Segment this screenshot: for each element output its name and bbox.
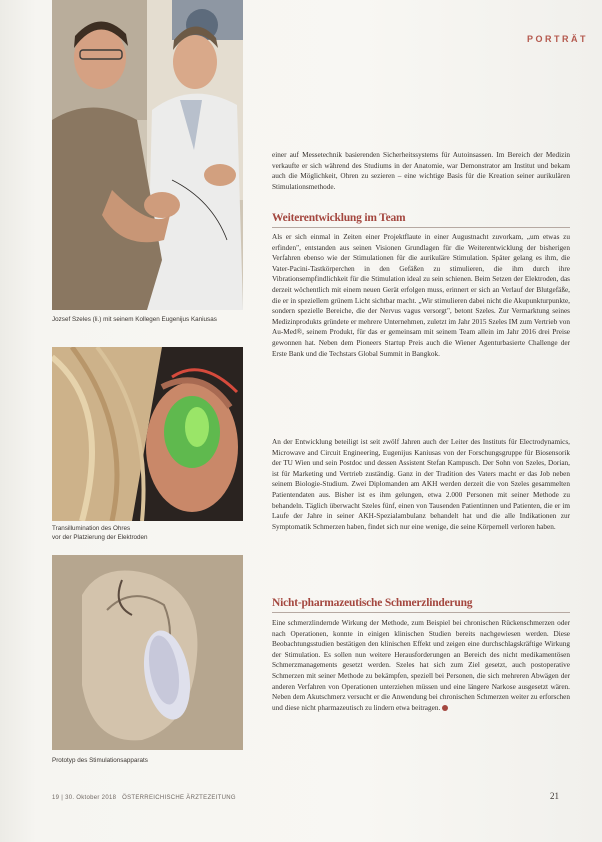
photo-caption: Prototyp des Stimulationsapparats [52, 757, 148, 764]
heading-schmerzlinderung: Nicht-pharmazeutische Schmerzlinderung [272, 597, 473, 609]
end-of-article-icon [442, 705, 448, 711]
footer-issue: 19 | 30. Oktober 2018 ÖSTERREICHISCHE ÄRZTEZEITUNG [52, 795, 236, 801]
heading-rule [272, 227, 570, 228]
section-heading-team [272, 211, 570, 228]
photo-ear-transillumination [52, 347, 243, 521]
article-paragraph: An der Entwicklung beteiligt ist seit zwölf Jahren auch der Leiter des Instituts für Electrodynamics, Microwave and Circuit Engineering, Eugenijus Kaniusas von der Forschungsgruppe für Biosensorik der TU Wien und sein Postdoc und dessen Assistent Stefan Kampusch. Der Sohn von Szeles, Dorian, ist für Marketing und Vertrieb zuständig. Ganz in der Tradition des Vaters macht er das Job neben seinem Biologie-Studium. Zwei Diplomanden am AKH werden derzeit die von Szeles gesammelten Patientendaten aus. Bisher ist es ihm gelungen, etwa 2.000 Personen mit seiner Methode zu behandeln. Täglich überwacht Szeles fünf, einen von Tausenden Patientinnen und Patienten, die er im Laufe der Jahre in seiner AKH-Spezialambulanz behandelt hat und die alle Indikationen zur Symptomatik Schmerzen haben, findet sich nur eine wenige, die seine Körpernell verloren haben. [272, 438, 570, 531]
photo-researchers [52, 0, 243, 310]
heading-rule [272, 612, 570, 613]
heading-weiterentwicklung: Weiterentwicklung im Team [272, 212, 406, 224]
article-intro: einer auf Messetechnik basierenden Sicherheitssystems für Autoinsassen. Im Bereich der Medizin verkaufte er sich während des Studiums in der Anatomie, war Demonstrator am Institut und bekam auch die Möglichkeit, Ohren zu sezieren – eine wichtige Basis für die Kreation seiner aurikulären Stimulationsmethode. [272, 151, 570, 191]
photo-stimulation-device [52, 555, 243, 750]
photo-caption: Jozsef Szeles (li.) mit seinem Kollegen Eugenijus Kaniusas [52, 316, 217, 323]
page-number: 21 [550, 791, 559, 801]
section-heading-pain-relief [272, 596, 570, 613]
article-paragraph: Eine schmerzlindernde Wirkung der Methode, zum Beispiel bei chronischen Rückenschmerzen oder nach Operationen, konnte in einigen klinischen Studien bereits nachgewiesen werden. Diese Beobachtungsstudien bestätigen den klinischen Effekt und zeigen eine durchschlagskräftige Wirkung der Stimulation. Es sollen nun weitere Herausforderungen an Bereich des nicht medikamentösen Schmerzmanagements gesetzt werden. Szeles hat sich zum Ziel gesetzt, auch postoperative Schmerzen mit seiner Methode zu bekämpfen, speziell bei Personen, die sich mehreren Abwägen der anderen Verfahren von Operationen unterziehen müssen und eine längere Narkose ausgesetzt wären. Neben dem Akutschmerz versucht er die Anwendung bei chronischen Schmerzen weiter zu erforschen und diese nicht pharmazeutisch zu lindern etwa beitragen. [272, 619, 570, 712]
photo-caption: Transillumination des Ohres vor der Platzierung der Elektroden [52, 525, 148, 541]
article-paragraph: Als er sich einmal in Zeiten einer Projektflaute in einer Augustnacht zuvorkam, „um etwas zu erfinden", entstanden aus seinen Visionen Grundlagen für die Weiterentwicklung der bisherigen Verfahren ebenso wie der Stimulationen für die aurikuläre Stimulation. Später gelang es ihm, die Vater-Pacini-Tastkörperchen in den Gefäßen zu stimulieren, die ihm durch ihre Vibrationsempfindlichkeit für die Stimulation ideal zu sein schienen. Beim Setzen der Elektroden, das derzeit wöchentlich mit einem neuen Gerät erfolgen muss, erinnert er sich an Verlauf der Blutgefäße, die er in speziellem grünem Licht sichtbar macht. „Wir stimulieren dabei nicht die Akupunkturpunkte, sondern spezielle Bereiche, die der Nervus vagus versorgt", betont Szeles. Zur Vermarktung seines Medizinprodukts gründete er mehrere Unternehmen, zuletzt im Jahr 2015 Szeles IM zum Vertrieb von Au-Med®, seinem Produkt, für das er gemeinsam mit seinem Team allein im Jahr 2016 drei Preise gewonnen hat. Neben dem Pioneers Startup Preis auch die Wiener Agenturbasierte Challenge der Erste Bank und die Techstars Global Summit in Bangkok. [272, 233, 570, 358]
section-label: PORTRÄT [527, 34, 588, 44]
